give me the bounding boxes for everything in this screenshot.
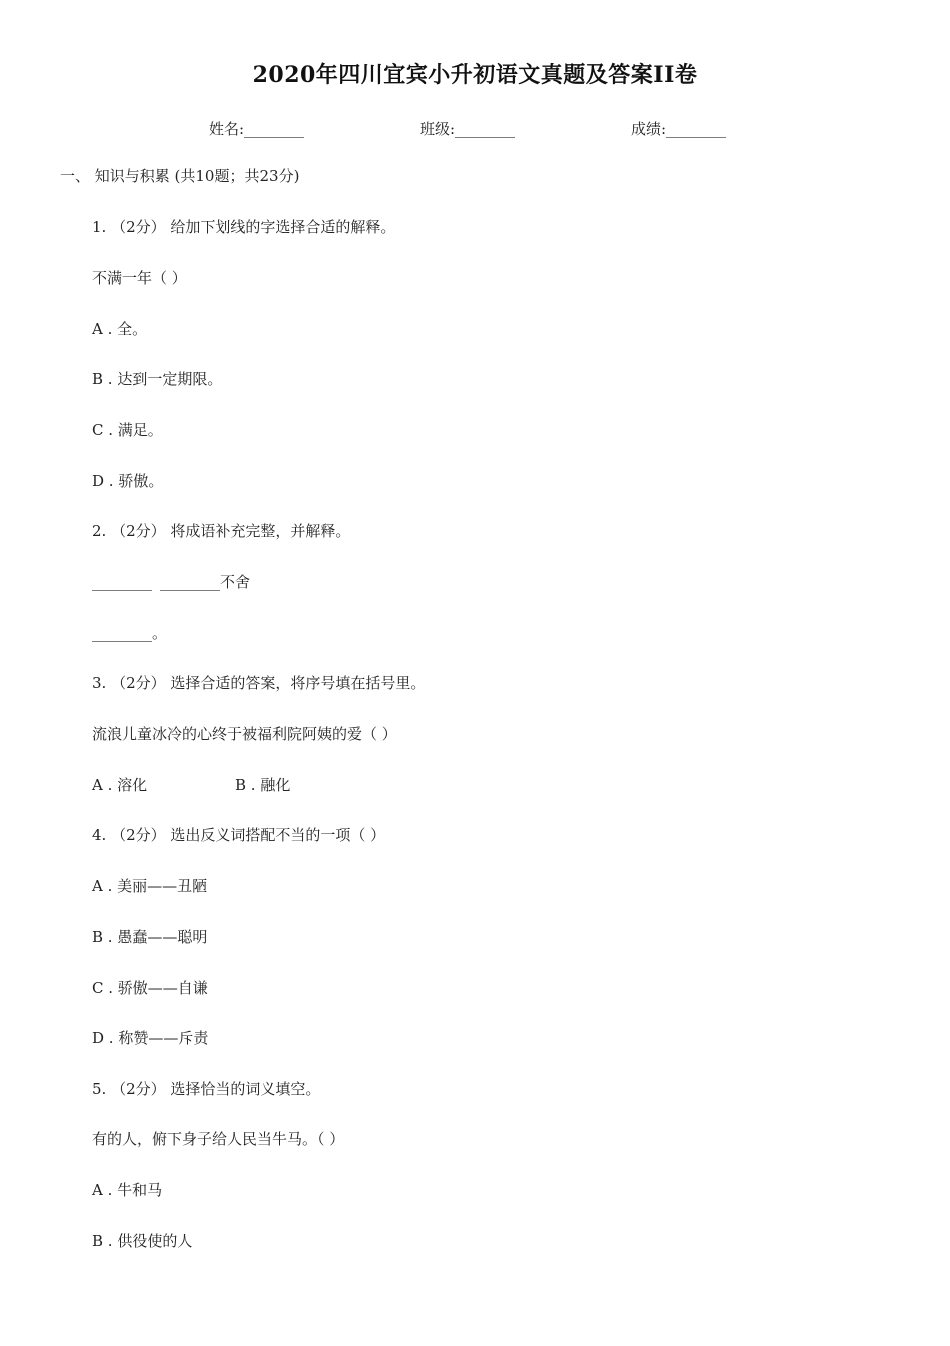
student-info-row	[0, 118, 950, 140]
question-1-option-d: D . 骄傲。	[92, 472, 164, 490]
question-1-option-c: C . 满足。	[92, 421, 163, 439]
question-5-option-b: B . 供役使的人	[92, 1232, 193, 1250]
question-2-explanation-blank[interactable]: ________	[92, 624, 152, 642]
question-2-stem: 2. （2分） 将成语补充完整，并解释。	[92, 522, 351, 540]
question-3-option-a: A . 溶化	[92, 776, 148, 794]
question-1-option-b: B . 达到一定期限。	[92, 370, 223, 388]
section-heading: 一、 知识与积累 (共10题；共23分)	[60, 167, 300, 185]
document-title: 2020年四川宜宾小升初语文真题及答案II卷	[252, 62, 698, 88]
question-3-option-b: B . 融化	[235, 776, 291, 794]
question-1-prompt: 不满一年（ ）	[92, 269, 187, 287]
question-4-option-c: C . 骄傲——自谦	[92, 979, 208, 997]
question-3-stem: 3. （2分） 选择合适的答案，将序号填在括号里。	[92, 674, 426, 692]
question-4-option-b: B . 愚蠢——聪明	[92, 928, 208, 946]
question-4-option-a: A . 美丽——丑陋	[92, 877, 208, 895]
question-2-blank-1[interactable]: ________	[92, 573, 152, 591]
score-field-label: 成绩:________	[631, 120, 727, 138]
question-2-blank-suffix: 不舍	[220, 573, 251, 591]
question-4-stem: 4. （2分） 选出反义词搭配不当的一项（ ）	[92, 826, 386, 844]
question-3-prompt: 流浪儿童冰冷的心终于被福利院阿姨的爱（ ）	[92, 725, 397, 743]
question-2-blank-2[interactable]: ________	[160, 573, 220, 591]
question-5-option-a: A . 牛和马	[92, 1181, 163, 1199]
question-1-stem: 1. （2分） 给加下划线的字选择合适的解释。	[92, 218, 396, 236]
question-5-prompt: 有的人，俯下身子给人民当牛马。（ ）	[92, 1130, 345, 1148]
question-4-option-d: D . 称赞——斥责	[92, 1029, 209, 1047]
question-2-blank-line-1	[92, 572, 250, 592]
name-field-label: 姓名:________	[209, 120, 305, 138]
question-5-stem: 5. （2分） 选择恰当的词义填空。	[92, 1080, 321, 1098]
question-2-explanation-suffix: 。	[152, 624, 168, 642]
class-field-label: 班级:________	[420, 120, 516, 138]
question-1-option-a: A . 全。	[92, 320, 148, 338]
question-2-blank-line-2	[92, 623, 167, 643]
